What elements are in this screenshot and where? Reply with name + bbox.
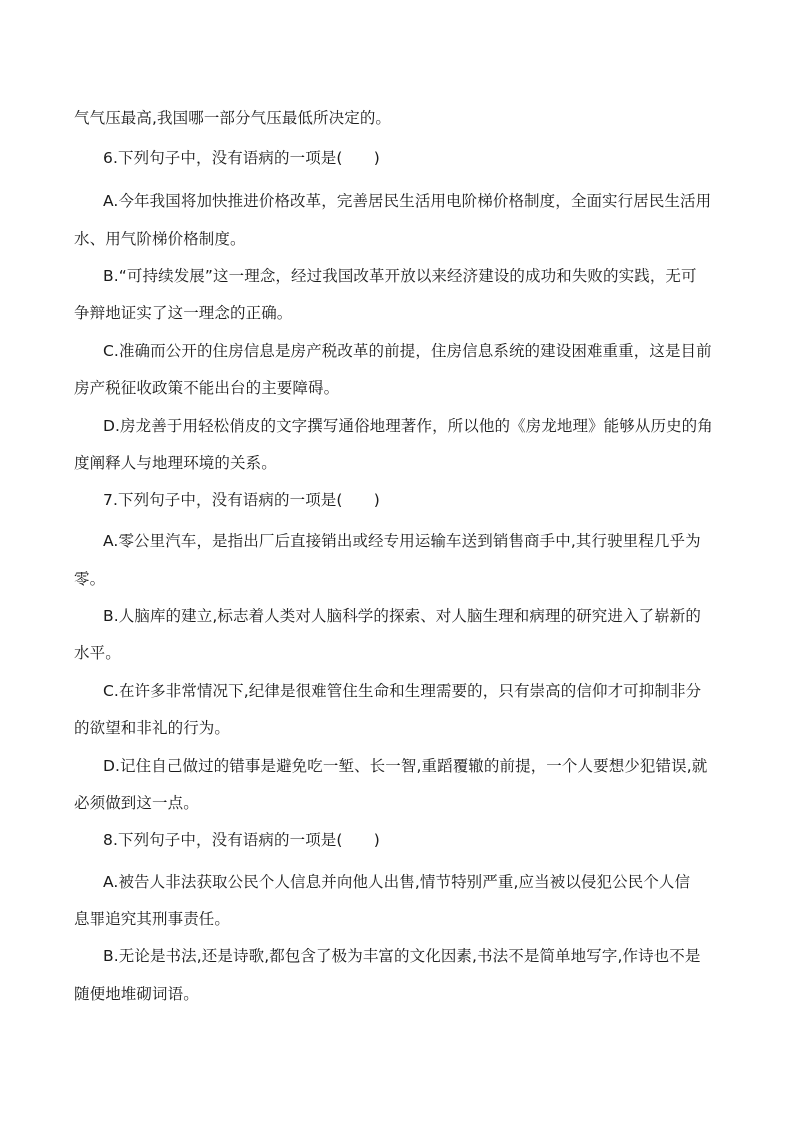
q6-option-a-line-2: 水、用气阶梯价格制度。 <box>74 230 246 248</box>
q7-option-d-line-2: 必须做到这一点。 <box>74 794 199 812</box>
question-7-stem: 7.下列句子中，没有语病的一项是( ) <box>103 491 380 509</box>
q8-option-a-line-1: A.被告人非法获取公民个人信息并向他人出售,情节特别严重,应当被以侵犯公民个人信 <box>103 873 691 891</box>
q7-option-a-line-2: 零。 <box>74 570 106 588</box>
q7-option-c-line-1: C.在许多非常情况下,纪律是很难管住生命和生理需要的，只有崇高的信仰才可抑制非分 <box>103 682 702 700</box>
question-8-stem: 8.下列句子中，没有语病的一项是( ) <box>103 831 380 849</box>
q6-option-b-line-2: 争辩地证实了这一理念的正确。 <box>74 304 293 322</box>
q7-option-a-line-1: A.零公里汽车，是指出厂后直接销出或经专用运输车送到销售商手中,其行驶里程几乎为 <box>103 532 701 550</box>
q6-option-a-line-1: A.今年我国将加快推进价格改革，完善居民生活用电阶梯价格制度，全面实行居民生活用 <box>103 192 712 210</box>
q6-option-c-line-2: 房产税征收政策不能出台的主要障碍。 <box>74 379 340 397</box>
q6-option-b-line-1: B.“可持续发展”这一理念，经过我国改革开放以来经济建设的成功和失败的实践，无可 <box>103 267 697 285</box>
q6-option-d-line-2: 度阐释人与地理环境的关系。 <box>74 454 277 472</box>
q8-option-b-line-1: B.无论是书法,还是诗歌,都包含了极为丰富的文化因素,书法不是简单地写字,作诗也不是 <box>103 947 701 965</box>
q7-option-d-line-1: D.记住自己做过的错事是避免吃一堑、长一智,重蹈覆辙的前提，一个人要想少犯错误,就 <box>103 757 708 775</box>
question-6-stem: 6.下列句子中，没有语病的一项是( ) <box>103 149 380 167</box>
q7-option-b-line-2: 水平。 <box>74 644 121 662</box>
q6-option-d-line-1: D.房龙善于用轻松俏皮的文字撰写通俗地理著作，所以他的《房龙地理》能够从历史的角 <box>103 417 713 435</box>
intro-tail-text: 气气压最高,我国哪一部分气压最低所决定的。 <box>74 109 392 127</box>
q6-option-c-line-1: C.准确而公开的住房信息是房产税改革的前提，住房信息系统的建设困难重重，这是目前 <box>103 342 712 360</box>
q7-option-c-line-2: 的欲望和非礼的行为。 <box>74 719 231 737</box>
q8-option-a-line-2: 息罪追究其刑事责任。 <box>74 910 231 928</box>
q7-option-b-line-1: B.人脑库的建立,标志着人类对人脑科学的探索、对人脑生理和病理的研究进入了崭新的 <box>103 607 701 625</box>
q8-option-b-line-2: 随便地堆砌词语。 <box>74 985 199 1003</box>
